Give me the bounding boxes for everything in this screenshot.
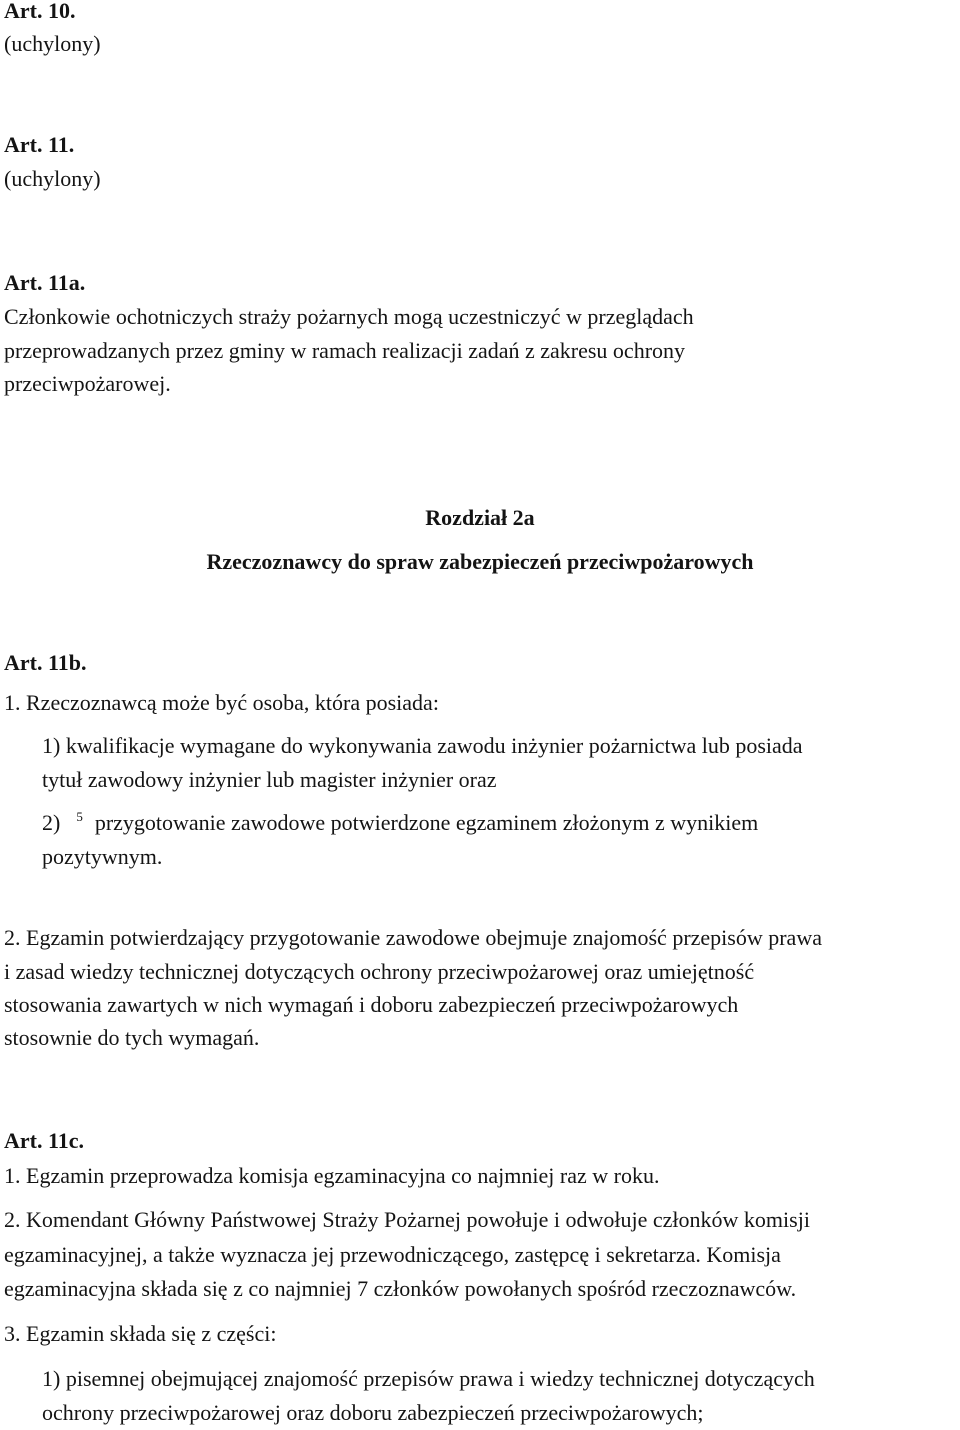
art11c-item-1-line: 1) pisemnej obejmującej znajomość przepisów prawa i wiedzy technicznej dotyczących [42, 1366, 815, 1391]
art10-status: (uchylony) [4, 31, 101, 56]
art11a-heading: Art. 11a. [4, 270, 86, 295]
art11c-heading: Art. 11c. [4, 1128, 85, 1153]
art11b-paragraph-1: 1. Rzeczoznawcą może być osoba, która posiada: [4, 690, 439, 715]
chapter-number: Rozdział 2a [425, 505, 535, 530]
art11b-paragraph-2-line: 2. Egzamin potwierdzający przygotowanie zawodowe obejmuje znajomość przepisów prawa [4, 925, 822, 950]
art11c-paragraph-1: 1. Egzamin przeprowadza komisja egzaminacyjna co najmniej raz w roku. [4, 1163, 660, 1188]
art11c-paragraph-2-line: 2. Komendant Główny Państwowej Straży Pożarnej powołuje i odwołuje członków komisji [4, 1207, 810, 1232]
art11b-paragraph-2-line: stosowania zawartych w nich wymagań i doboru zabezpieczeń przeciwpożarowych [4, 992, 739, 1017]
art11c-paragraph-2-line: egzaminacyjnej, a także wyznacza jej przewodniczącego, zastępcę i sekretarza. Komisja [4, 1242, 781, 1267]
art11b-paragraph-2-line: stosownie do tych wymagań. [4, 1025, 260, 1050]
chapter-title: Rzeczoznawcy do spraw zabezpieczeń przeciwpożarowych [206, 549, 754, 574]
art11b-item-2-text: przygotowanie zawodowe potwierdzone egzaminem złożonym z wynikiem [94, 810, 759, 835]
art11a-line: przeprowadzanych przez gminy w ramach realizacji zadań z zakresu ochrony [4, 338, 686, 363]
art11a-line: Członkowie ochotniczych straży pożarnych mogą uczestniczyć w przeglądach [4, 304, 694, 329]
art11a-line: przeciwpożarowej. [4, 371, 171, 396]
art11b-item-1-line: 1) kwalifikacje wymagane do wykonywania zawodu inżynier pożarnictwa lub posiada [42, 733, 803, 758]
art11b-item-1-line: tytuł zawodowy inżynier lub magister inżynier oraz [42, 767, 497, 792]
footnote-marker: 5 [76, 809, 83, 824]
art11b-item-2-line [42, 806, 758, 842]
art11c-paragraph-2-line: egzaminacyjna składa się z co najmniej 7 członków powołanych spośród rzeczoznawców. [4, 1276, 797, 1301]
art11b-paragraph-2-line: i zasad wiedzy technicznej dotyczących ochrony przeciwpożarowej oraz umiejętność [4, 959, 755, 984]
art11-heading: Art. 11. [4, 132, 75, 157]
art11b-item-2-line: pozytywnym. [42, 844, 163, 869]
art11b-heading: Art. 11b. [4, 650, 87, 675]
art10-heading: Art. 10. [4, 0, 76, 23]
art11c-item-1-line: ochrony przeciwpożarowej oraz doboru zabezpieczeń przeciwpożarowych; [42, 1400, 704, 1425]
art11-status: (uchylony) [4, 166, 101, 191]
art11b-item-2-number: 2) [42, 810, 61, 835]
art11c-paragraph-3: 3. Egzamin składa się z części: [4, 1321, 277, 1346]
